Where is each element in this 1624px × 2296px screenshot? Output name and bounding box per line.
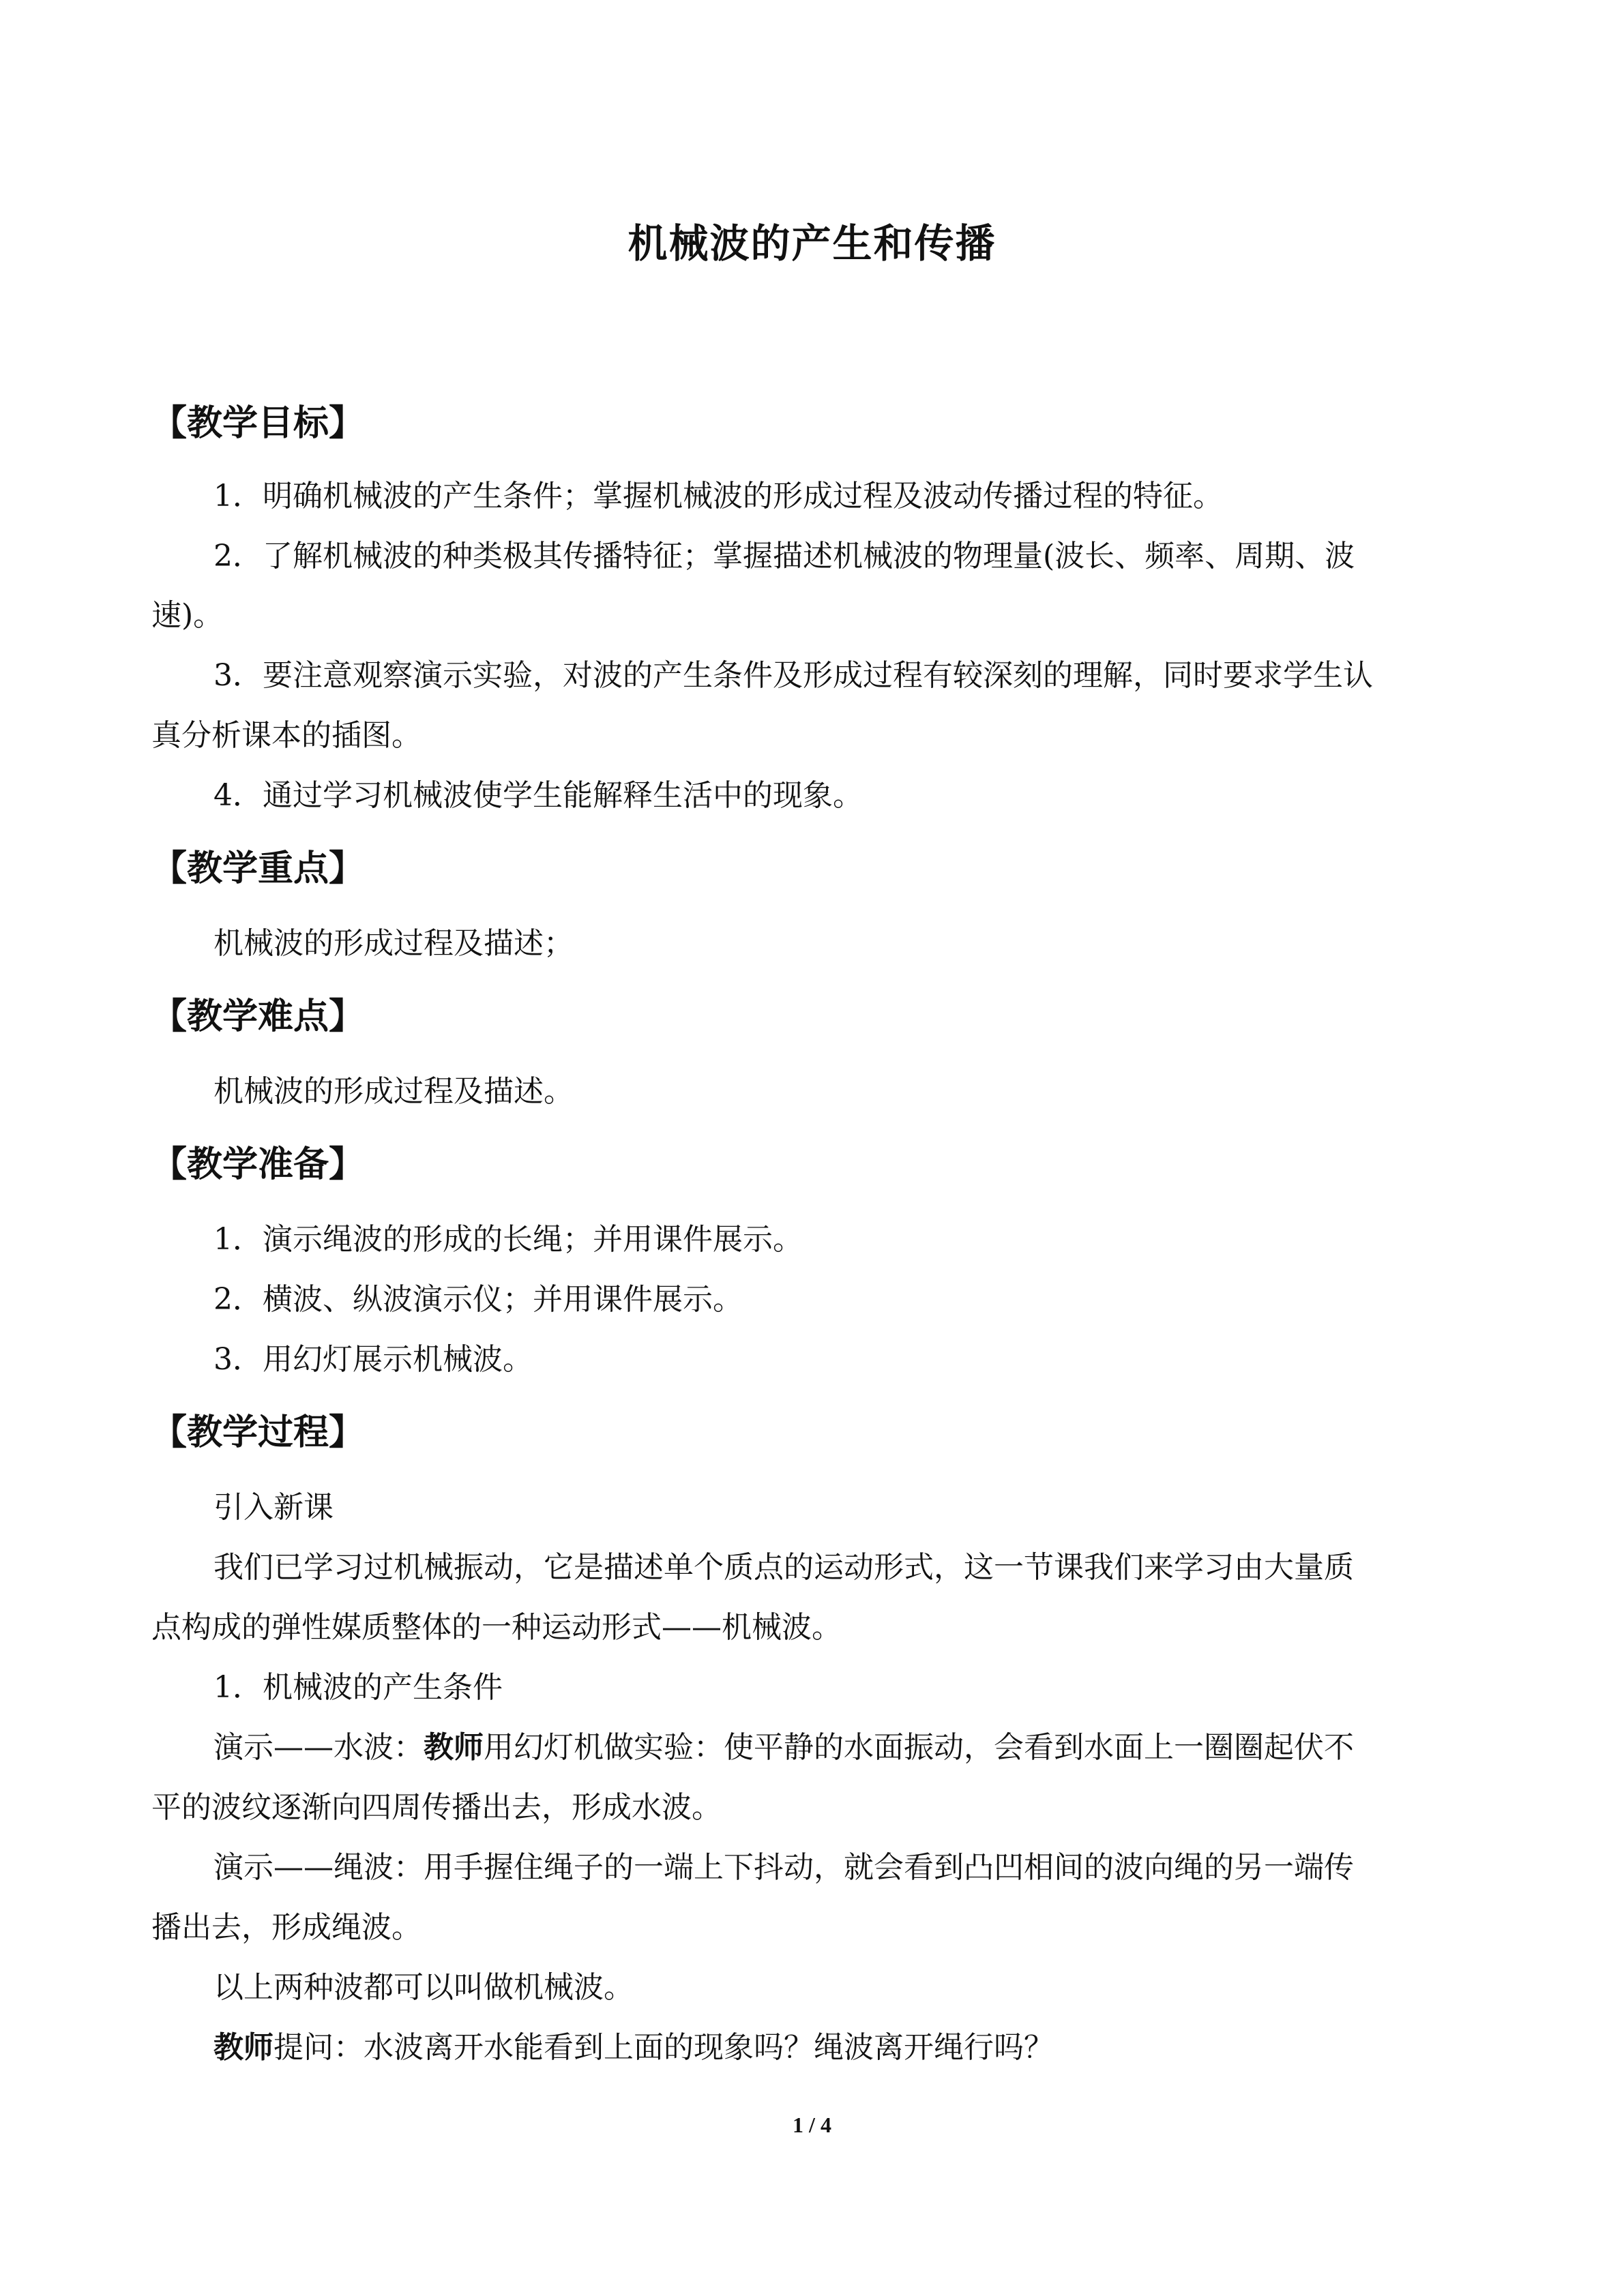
difficulties-heading: 【教学难点】 (151, 996, 365, 1037)
process-heading: 【教学过程】 (151, 1412, 365, 1453)
demo-rope-line-2: 播出去，形成绳波。 (151, 1910, 422, 1945)
demo-water-line-2: 平的波纹逐渐向四周传播出去，形成水波。 (151, 1790, 722, 1825)
demo-rope-line-1: 演示——绳波：用手握住绳子的一端上下抖动，就会看到凸凹相间的波向绳的另一端传 (213, 1850, 1354, 1885)
difficulties-text: 机械波的形成过程及描述。 (213, 1074, 574, 1109)
preparation-heading: 【教学准备】 (151, 1144, 365, 1185)
teacher-question-line (213, 2030, 1054, 2065)
objective-item-2-line-2: 速)。 (151, 598, 224, 633)
objective-item-1: 1．明确机械波的产生条件；掌握机械波的形成过程及波动传播过程的特征。 (213, 479, 1223, 513)
process-intro-line-2: 点构成的弹性媒质整体的一种运动形式——机械波。 (151, 1610, 842, 1645)
demo-water-rest: 用幻灯机做实验：使平静的水面振动，会看到水面上一圈圈起伏不 (484, 1730, 1354, 1765)
page-number: 1 / 4 (793, 2113, 831, 2137)
objective-item-3-line-2: 真分析课本的插图。 (151, 718, 422, 753)
demo-water-line-1 (213, 1730, 1354, 1765)
objective-item-3-line-1: 3．要注意观察演示实验，对波的产生条件及形成过程有较深刻的理解，同时要求学生认 (213, 658, 1373, 693)
preparation-item-1: 1．演示绳波的形成的长绳；并用课件展示。 (213, 1222, 803, 1257)
process-intro-label: 引入新课 (213, 1490, 334, 1525)
process-intro-line-1: 我们已学习过机械振动，它是描述单个质点的运动形式，这一节课我们来学习由大量质 (213, 1550, 1354, 1585)
question-rest: 提问：水波离开水能看到上面的现象吗？绳波离开绳行吗？ (274, 2030, 1054, 2065)
process-subsection-1: 1．机械波的产生条件 (213, 1670, 503, 1705)
document-title: 机械波的产生和传播 (628, 220, 996, 267)
preparation-item-3: 3．用幻灯展示机械波。 (213, 1342, 533, 1377)
preparation-item-2: 2．横波、纵波演示仪；并用课件展示。 (213, 1282, 743, 1317)
question-teacher: 教师 (213, 2030, 274, 2065)
demo-water-teacher: 教师 (424, 1730, 484, 1765)
both-waves-text: 以上两种波都可以叫做机械波。 (213, 1970, 634, 2005)
objective-item-4: 4．通过学习机械波使学生能解释生活中的现象。 (213, 778, 863, 813)
key-points-heading: 【教学重点】 (151, 848, 365, 889)
key-points-text: 机械波的形成过程及描述； (213, 926, 574, 961)
objective-item-2-line-1: 2．了解机械波的种类极其传播特征；掌握描述机械波的物理量(波长、频率、周期、波 (213, 539, 1355, 573)
demo-water-prefix: 演示——水波： (213, 1730, 424, 1765)
objectives-heading: 【教学目标】 (151, 403, 365, 444)
